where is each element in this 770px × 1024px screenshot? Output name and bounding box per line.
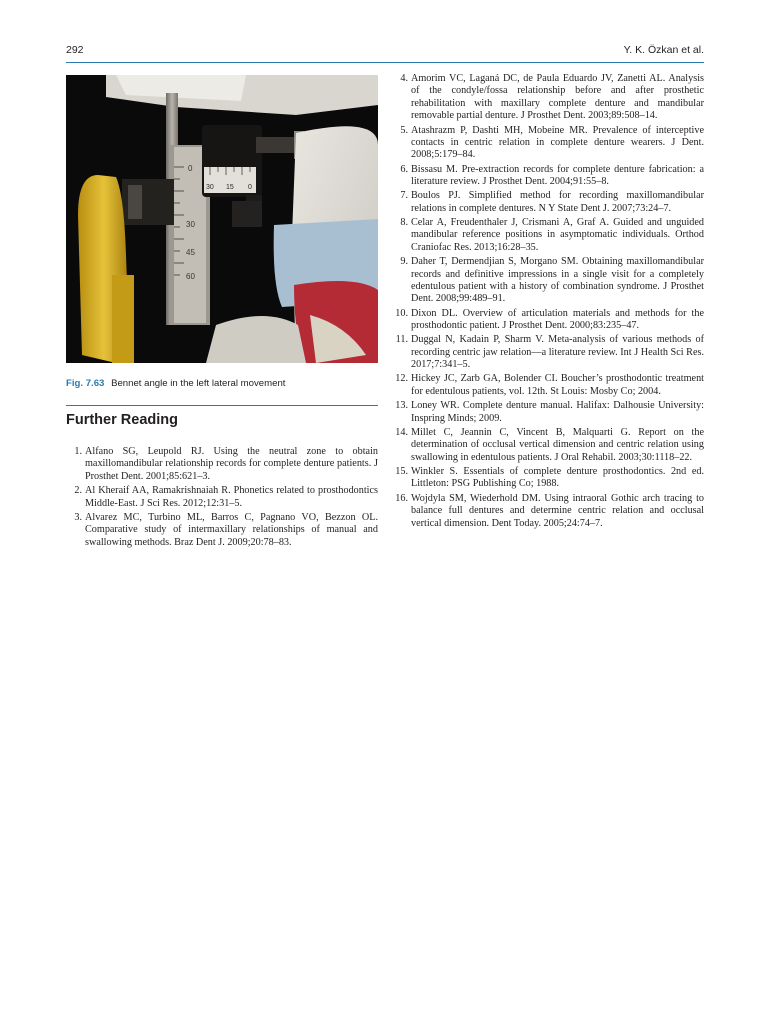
reference-number: 6.: [400, 163, 408, 175]
page-number: 292: [66, 44, 84, 56]
reference-text: Loney WR. Complete denture manual. Halifax: Dalhousie University: Inspring Minds; 2009.: [411, 400, 704, 424]
reference-number: 1.: [74, 446, 82, 457]
reference-text: Daher T, Dermendjian S, Morgano SM. Obtaining maxillomandibular records and definitive impressions in a single visit for a completely edentulous patient with a history of combination syndrome. J Prosthet Dent. 2008;99:489–91.: [411, 256, 704, 305]
reference-number: 10.: [395, 307, 408, 319]
reference-item: [392, 256, 704, 306]
reference-text: Alfano SG, Leupold RJ. Using the neutral zone to obtain maxillomandibular relationship records for complete denture patients. J Prosthet Dent. 2001;85:621–3.: [85, 446, 378, 482]
reference-number: 14.: [395, 426, 408, 438]
reference-item: [392, 493, 704, 530]
reference-item: [392, 164, 704, 189]
reference-text: Boulos PJ. Simplified method for recording maxillomandibular relations in complete dentures. N Y State Dent J. 2007;73:24–7.: [411, 190, 704, 214]
figure-label: Fig. 7.63: [66, 378, 105, 389]
reference-number: 15.: [395, 465, 408, 477]
figure-photo: [66, 75, 378, 363]
reference-text: Atashrazm P, Dashti MH, Mobeine MR. Prevalence of interceptive contacts in centric relation in complete denture wearers. J Dent. 2008;5:179–84.: [411, 124, 704, 161]
reference-text: Al Kheraif AA, Ramakrishnaiah R. Phonetics related to prosthodontics Middle-East. J Sci Res. 2012;12:31–5.: [85, 485, 378, 509]
reference-text: Alvarez MC, Turbino ML, Barros C, Pagnano VO, Bezzon OL. Comparative study of intermaxillary relationships of manual and swallowing methods. Braz Dent J. 2009;20:78–83.: [85, 511, 378, 548]
reference-number: 9.: [400, 256, 408, 268]
reference-item: [392, 427, 704, 464]
reference-number: 11.: [395, 334, 408, 346]
dial-label-0: 0: [248, 184, 252, 191]
reference-text: Bissasu M. Pre-extraction records for complete denture fabrication: a literature review. J Prosthet Dent. 2004;91:55–8.: [411, 163, 704, 188]
reference-number: 13.: [395, 400, 408, 412]
reference-number: 5.: [400, 124, 408, 136]
reference-item: [66, 512, 378, 549]
reference-list-right: [392, 73, 704, 532]
scale-label-0: 0: [188, 164, 193, 173]
reference-item: [392, 190, 704, 215]
reference-number: 7.: [400, 190, 408, 202]
reference-number: 8.: [400, 217, 408, 229]
reference-text: Wojdyla SM, Wiederhold DM. Using intraoral Gothic arch tracing to balance full dentures and determine centric relation and occlusal vertical dimension. Dent Today. 2005;24:74–7.: [411, 492, 704, 529]
dial-label-30: 30: [206, 184, 214, 191]
caption-text: Bennet angle in the left lateral movement: [111, 378, 286, 389]
figure-caption: [66, 378, 378, 390]
header-rule: [66, 62, 704, 63]
caption-rule: [66, 405, 378, 406]
reference-text: Dixon DL. Overview of articulation materials and methods for the prosthodontic patient. J Prosthet Dent. 2000;83:235–47.: [411, 307, 704, 332]
reference-item: [392, 308, 704, 333]
reference-text: Millet C, Jeannin C, Vincent B, Malquarti G. Report on the determination of occlusal vertical dimension and centric relation using swallowing in edentulous patients. J Oral Rehabil. 2003;30:1118–22.: [411, 426, 704, 463]
reference-text: Amorim VC, Laganá DC, de Paula Eduardo JV, Zanetti AL. Analysis of the condyle/fossa relationship before and after prosthetic rehabilitation with maxillary complete denture and mandibular removable partial denture. J Prosthet Dent. 2003;89:508–14.: [411, 73, 704, 122]
reference-text: Celar A, Freudenthaler J, Crismani A, Graf A. Guided and unguided mandibular reference positions in asymptomatic individuals. Orthod Craniofac Res. 2013;16:28–35.: [411, 217, 704, 253]
reference-item: [66, 446, 378, 483]
page-header: [66, 44, 704, 60]
reference-text: Winkler S. Essentials of complete denture prosthodontics. 2nd ed. Littleton: PSG Publishing Co; 1988.: [411, 465, 704, 490]
section-heading: Further Reading: [66, 412, 178, 428]
reference-item: [392, 334, 704, 371]
reference-number: 4.: [400, 73, 408, 84]
reference-list-left: [66, 446, 378, 551]
reference-item: [392, 73, 704, 123]
articulator-photo: [66, 75, 378, 363]
reference-text: Hickey JC, Zarb GA, Bolender CI. Boucher’s prosthodontic treatment for edentulous patients, vol. 12th. St Louis: Mosby Co; 2004.: [411, 373, 704, 397]
dial-label-15: 15: [226, 184, 234, 191]
reference-text: Duggal N, Kadain P, Sharm V. Meta-analysis of various methods of recording centric jaw relation—a literature review. Int J Health Sci Res. 2017;7:341–5.: [411, 334, 704, 371]
scale-label-45: 45: [186, 248, 195, 257]
reference-item: [392, 125, 704, 162]
scale-label-30: 30: [186, 220, 195, 229]
reference-number: 3.: [74, 511, 82, 523]
running-head: Y. K. Özkan et al.: [623, 44, 704, 56]
scale-label-60: 60: [186, 272, 195, 281]
reference-item: [66, 485, 378, 510]
reference-number: 12.: [395, 373, 408, 385]
reference-number: 16.: [395, 492, 408, 504]
reference-item: [392, 217, 704, 254]
reference-item: [392, 400, 704, 425]
reference-number: 2.: [74, 485, 82, 497]
reference-item: [392, 373, 704, 398]
reference-item: [392, 466, 704, 491]
